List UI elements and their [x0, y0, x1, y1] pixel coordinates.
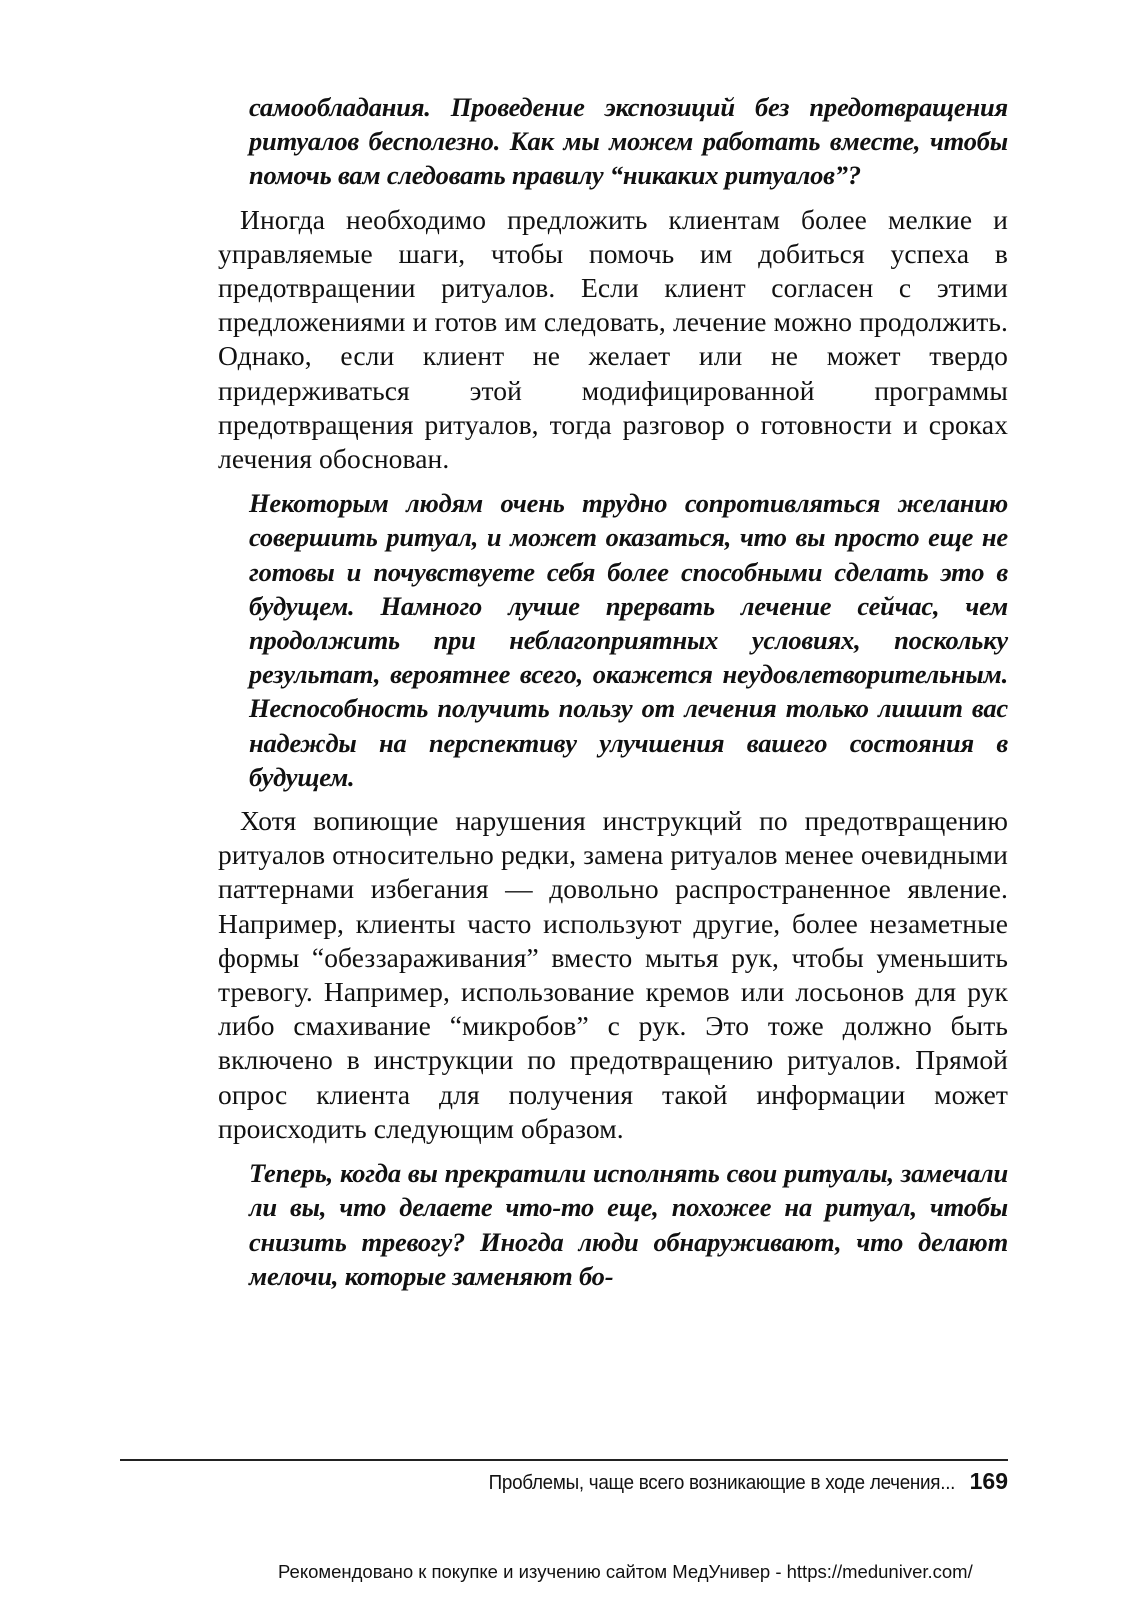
footer-rule [120, 1459, 1008, 1461]
italic-paragraph: Теперь, когда вы прекратили исполнять свои ритуалы, замечали ли вы, что делаете что-то еще, похожее на ритуал, чтобы снизить тревогу? Иногда люди обнаруживают, что делают мелочи, которые заменяют бо- [249, 1158, 1008, 1291]
italic-paragraph: Некоторым людям очень трудно сопротивляться желанию совершить ритуал, и может оказаться, что вы просто еще не готовы и почувствуете себя более способными сделать это в будущем. Намного лучше прервать лечение сейчас, чем продолжить при неблагоприятных условиях, поскольку результат, вероятнее всего, окажется неудовлетворительным. Неспособность получить пользу от лечения только лишит вас надежды на перспективу улучшения вашего состояния в будущем. [249, 488, 1008, 792]
watermark-text: Рекомендовано к покупке и изучению сайтом МедУнивер - https://meduniver.com/ [278, 1561, 973, 1582]
italic-paragraph: самообладания. Проведение экспозиций без предотвращения ритуалов бесполезно. Как мы можем работать вместе, чтобы помочь вам следовать правилу “никаких ритуалов”? [249, 92, 1008, 191]
body-paragraph: Хотя вопиющие нарушения инструкций по предотвращению ритуалов относительно редки, замена ритуалов менее очевидными паттернами избегания — довольно распространенное явление. Например, клиенты часто используют другие, более незаметные формы “обеззараживания” вместо мытья рук, чтобы уменьшить тревогу. Например, использование кремов или лосьонов для рук либо смахивание “микробов” с рук. Это тоже должно быть включено в инструкции по предотвращению ритуалов. Прямой опрос клиента для получения такой информации может происходить следующим образом. [218, 805, 1008, 1144]
page-number: 169 [969, 1468, 1008, 1494]
running-title: Проблемы, чаще всего возникающие в ходе лечения... [489, 1471, 956, 1494]
body-paragraph: Иногда необходимо предложить клиентам более мелкие и управляемые шаги, чтобы помочь им добиться успеха в предотвращении ритуалов. Если клиент согласен с этими предложениями и готов им следовать, лечение можно продолжить. Однако, если клиент не желает или не может твердо придерживаться этой модифицированной программы предотвращения ритуалов, тогда разговор о готовности и сроках лечения обоснован. [218, 203, 1008, 475]
page-body [218, 90, 1008, 1293]
page-footer [448, 1468, 1008, 1495]
